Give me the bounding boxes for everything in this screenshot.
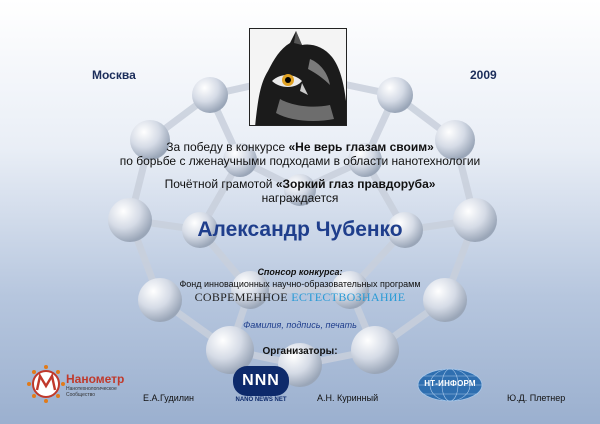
award-line-contest (0, 140, 600, 154)
award-line-awarded: награждается (261, 191, 339, 205)
nnn-logo (229, 364, 293, 406)
nt-inform-name: НТ-ИНФОРМ (424, 379, 476, 388)
nanometr-logo (26, 364, 136, 404)
signer-kurinny: А.Н. Куринный (317, 393, 379, 403)
sponsor-brand (0, 290, 600, 305)
sponsor-brand-part1: СОВРЕМЕННОЕ (194, 290, 292, 304)
owl-image (249, 28, 347, 126)
year-label: 2009 (470, 68, 497, 82)
organizers-title: Организаторы: (262, 346, 338, 357)
sponsor-fund: Фонд инновационных научно-образовательных программ (179, 279, 421, 289)
award-line-purpose: по борьбе с лженаучными подходами в области нанотехнологии (119, 154, 481, 168)
city-label: Москва (92, 68, 136, 82)
contest-prefix: За победу в конкурсе (166, 140, 289, 154)
award-line-diploma (0, 177, 600, 191)
signer-gudilin: Е.А.Гудилин (143, 393, 195, 403)
diploma-title: «Зоркий глаз правдоруба» (275, 177, 436, 191)
signer-pletner: Ю.Д. Плетнер (507, 393, 566, 403)
nnn-subtitle: NANO NEWS NET (235, 397, 287, 403)
contest-title: «Не верь глазам своим» (288, 140, 434, 154)
nanometr-name: Нанометр (66, 372, 125, 386)
nnn-oval-logo-icon: NNN (233, 366, 289, 396)
diploma-prefix: Почётной грамотой (164, 177, 276, 191)
recipient-name: Александр Чубенко (197, 218, 403, 241)
sponsor-title: Спонсор конкурса: (257, 267, 343, 277)
nanometr-subtitle: Нанотехнологическое Сообщество (66, 386, 117, 398)
nt-inform-logo (417, 368, 483, 402)
nanometr-sun-logo-icon (26, 364, 66, 404)
signature-note: Фамилия, подпись, печать (243, 320, 357, 330)
owl-icon (250, 29, 347, 126)
sponsor-brand-part2: ЕСТЕСТВОЗНАНИЕ (291, 290, 406, 304)
